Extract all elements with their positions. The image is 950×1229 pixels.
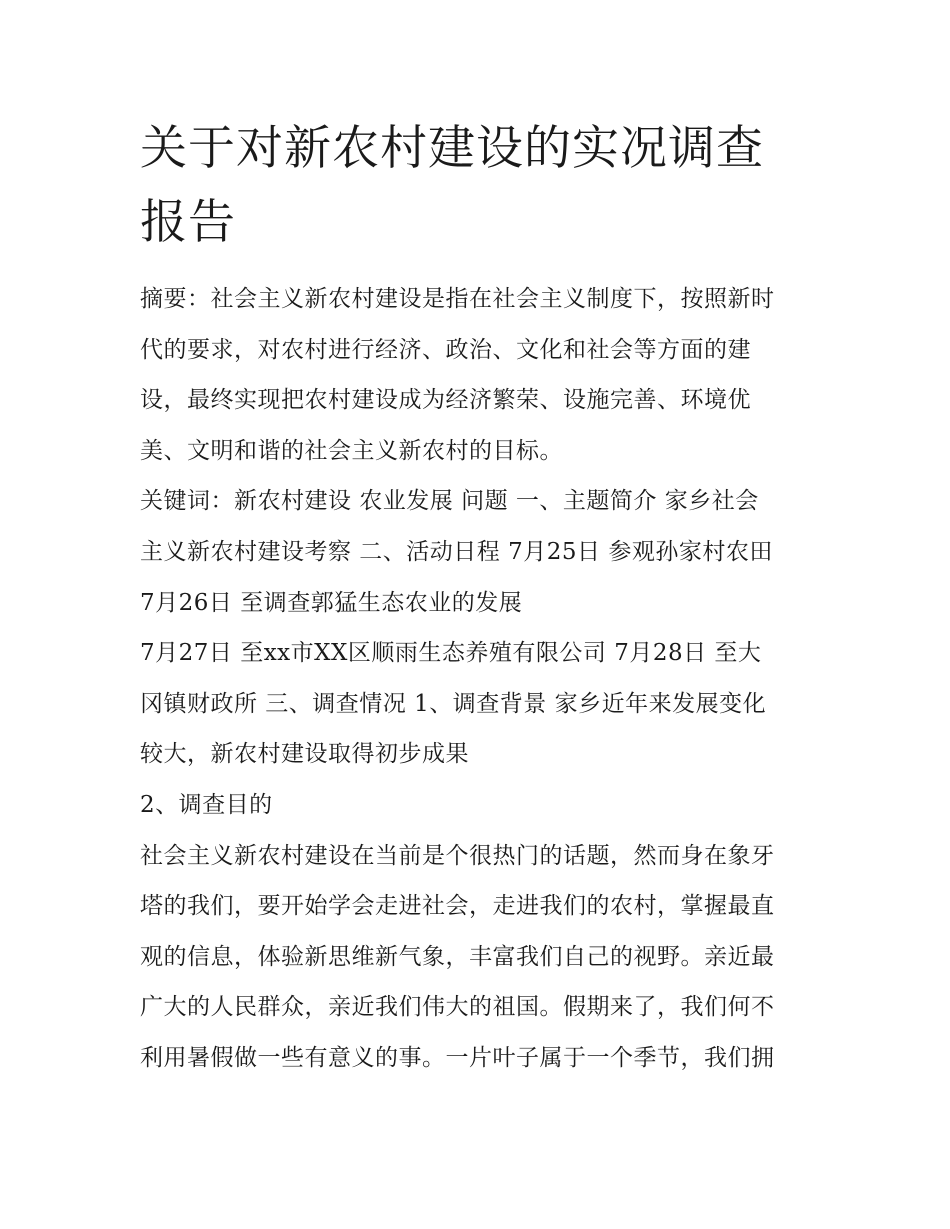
title-line-2: 报告 [140, 195, 236, 250]
keywords-line-2: 主义新农村建设考察 二、活动日程 7月25日 参观孙家村农田 [140, 538, 773, 565]
abstract-line-2: 代的要求，对农村进行经济、政治、文化和社会等方面的建 [140, 336, 751, 363]
schedule-line-1: 7月26日 至调查郭猛生态农业的发展 [140, 589, 523, 616]
keywords-line-1: 关键词：新农村建设 农业发展 问题 一、主题简介 家乡社会 [140, 488, 759, 515]
abstract-line-1: 摘要：社会主义新农村建设是指在社会主义制度下，按照新时 [140, 286, 775, 312]
schedule-line-2: 7月27日 至xx市XX区顺雨生态养殖有限公司 7月28日 至大 [140, 640, 762, 667]
schedule-line-3: 冈镇财政所 三、调查情况 1、调查背景 家乡近年来发展变化 [140, 690, 767, 717]
document-page [140, 112, 815, 1084]
purpose-line-2: 塔的我们，要开始学会走进社会，走进我们的农村，掌握最直 [140, 893, 775, 920]
purpose-line-1: 社会主义新农村建设在当前是个很热门的话题，然而身在象牙 [140, 842, 775, 869]
document-title [140, 112, 815, 260]
document-body [140, 274, 815, 1084]
purpose-line-4: 广大的人民群众，亲近我们伟大的祖国。假期来了，我们何不 [140, 994, 775, 1021]
abstract-line-3: 设，最终实现把农村建设成为经济繁荣、设施完善、环境优 [140, 387, 751, 414]
purpose-line-3: 观的信息，体验新思维新气象，丰富我们自己的视野。亲近最 [140, 943, 775, 970]
background-line: 较大，新农村建设取得初步成果 [140, 741, 469, 768]
abstract-line-4: 美、文明和谐的社会主义新农村的目标。 [140, 437, 563, 464]
section-heading-purpose: 2、调查目的 [140, 791, 273, 818]
purpose-line-5: 利用暑假做一些有意义的事。一片叶子属于一个季节，我们拥 [140, 1044, 775, 1071]
title-line-1: 关于对新农村建设的实况调查 [140, 121, 764, 176]
